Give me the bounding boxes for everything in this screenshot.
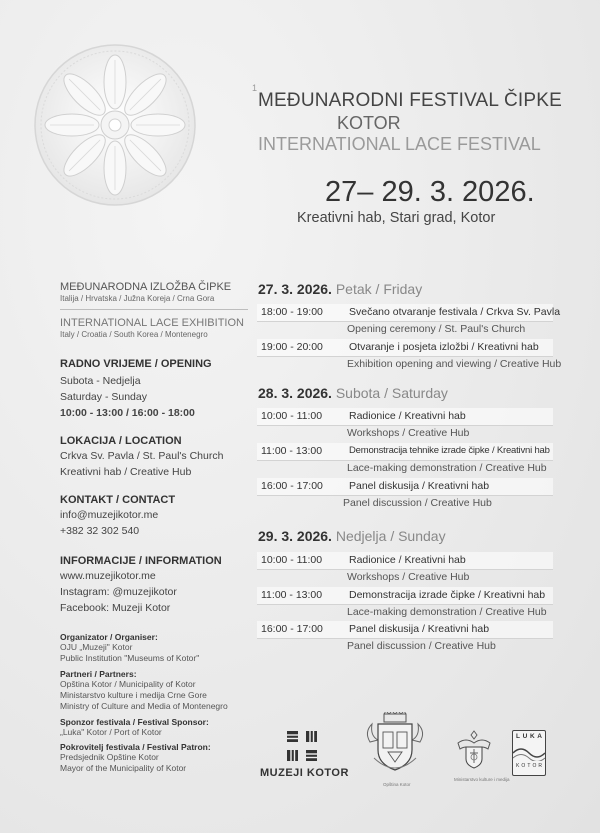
event-title-me: Panel diskusija / Kreativni hab — [349, 480, 490, 492]
muzeji-kotor-logo-icon — [283, 727, 321, 765]
event-title-en: Exhibition opening and viewing / Creative Hub — [347, 358, 562, 370]
schedule-item — [257, 587, 553, 621]
exhibition-countries-en: Italy / Croatia / South Korea / Montenegro — [60, 330, 208, 339]
sponsor-line: „Luka" Kotor / Port of Kotor — [60, 727, 162, 737]
contact-heading: KONTAKT / CONTACT — [60, 494, 176, 506]
festival-title-en: INTERNATIONAL LACE FESTIVAL — [258, 134, 541, 154]
info-instagram[interactable]: Instagram: @muzejikotor — [60, 586, 177, 598]
location-line: Kreativni hab / Creative Hub — [60, 466, 192, 478]
day-name: Nedjelja / Sunday — [335, 528, 446, 544]
info-facebook[interactable]: Facebook: Muzeji Kotor — [60, 602, 171, 614]
festival-dates: 27– 29. 3. 2026. — [325, 176, 535, 208]
luka-letter: A — [537, 733, 542, 740]
festival-venue: Kreativni hab, Stari grad, Kotor — [297, 210, 496, 226]
sponsor-section — [60, 717, 245, 738]
lace-rosette-icon — [32, 42, 198, 208]
event-time: 11:00 - 13:00 — [261, 589, 323, 601]
opening-line: Subota - Nedjelja — [60, 375, 141, 387]
luka-letter: R — [538, 763, 542, 769]
contact-section — [60, 494, 245, 539]
divider — [60, 309, 248, 310]
day-heading — [258, 385, 448, 401]
event-title-me: Panel diskusija / Kreativni hab — [349, 623, 490, 635]
event-title-me: Demonstracija tehnike izrade čipke / Kreativni hab — [349, 445, 550, 456]
opening-section — [60, 358, 245, 421]
opening-hours: 10:00 - 13:00 / 16:00 - 18:00 — [60, 407, 195, 419]
patron-section — [60, 742, 245, 774]
partners-line: Ministarstvo kulture i medija Crne Gore — [60, 690, 207, 700]
location-line: Crkva Sv. Pavla / St. Paul's Church — [60, 450, 224, 462]
location-heading: LOKACIJA / LOCATION — [60, 435, 182, 447]
event-title-en: Lace-making demonstration / Creative Hub — [347, 462, 547, 474]
schedule-item — [257, 621, 553, 655]
schedule-item — [257, 443, 553, 477]
municipality-logo-text: Opština Kotor — [383, 782, 411, 787]
organiser-heading: Organizator / Organiser: — [60, 632, 158, 642]
patron-line: Predsjednik Opštine Kotor — [60, 752, 159, 762]
partners-line: Opština Kotor / Municipality of Kotor — [60, 679, 196, 689]
luka-letter: O — [532, 763, 537, 769]
organiser-section — [60, 632, 245, 664]
event-title-me: Radionice / Kreativni hab — [349, 410, 466, 422]
event-title-me: Otvaranje i posjeta izložbi / Kreativni hab — [349, 341, 539, 353]
patron-line: Mayor of the Municipality of Kotor — [60, 763, 187, 773]
event-title-me: Svečano otvaranje festivala / Crkva Sv. Pavla — [349, 306, 561, 318]
event-title-en: Workshops / Creative Hub — [347, 427, 470, 439]
event-time: 10:00 - 11:00 — [261, 410, 323, 422]
opening-heading: RADNO VRIJEME / OPENING — [60, 358, 212, 370]
page-marker: 1 — [252, 83, 258, 93]
wave-icon — [513, 743, 545, 761]
event-title-me: Demonstracija izrade čipke / Kreativni hab — [349, 589, 546, 601]
partners-line: Ministry of Culture and Media of Montenegro — [60, 701, 228, 711]
day-date: 27. 3. 2026. — [258, 281, 332, 297]
day-name: Subota / Saturday — [335, 385, 448, 401]
opening-line: Saturday - Sunday — [60, 391, 147, 403]
day-heading — [258, 528, 446, 544]
event-title-en: Opening ceremony / St. Paul's Church — [347, 323, 526, 335]
luka-letter: U — [522, 733, 528, 740]
event-title-en: Panel discussion / Creative Hub — [343, 497, 492, 509]
event-title-en: Lace-making demonstration / Creative Hub — [347, 606, 547, 618]
luka-letter: L — [516, 733, 520, 740]
luka-letter: K — [516, 763, 520, 769]
exhibition-title-me: MEĐUNARODNA IZLOŽBA ČIPKE — [60, 281, 232, 293]
festival-city: KOTOR — [337, 113, 401, 133]
luka-letter: O — [521, 763, 526, 769]
schedule-item — [257, 304, 561, 338]
info-website[interactable]: www.muzejikotor.me — [60, 570, 156, 582]
event-title-me: Radionice / Kreativni hab — [349, 554, 466, 566]
event-time: 10:00 - 11:00 — [261, 554, 323, 566]
event-time: 16:00 - 17:00 — [261, 623, 323, 635]
luka-letter: K — [529, 733, 535, 740]
day-name: Petak / Friday — [335, 281, 423, 297]
event-title-en: Workshops / Creative Hub — [347, 571, 470, 583]
contact-phone[interactable]: +382 32 302 540 — [60, 525, 140, 537]
schedule-item — [257, 478, 553, 512]
info-section — [60, 555, 245, 616]
organiser-line: Public Institution "Museums of Kotor" — [60, 653, 200, 663]
ministry-logo-text: Ministarstvo kulture i medija — [454, 777, 510, 782]
organiser-line: OJU „Muzeji" Kotor — [60, 642, 133, 652]
muzeji-kotor-logo-text: MUZEJI KOTOR — [260, 767, 349, 779]
schedule-item — [257, 408, 553, 442]
partners-section — [60, 669, 245, 712]
luka-kotor-logo — [512, 730, 546, 776]
info-heading: INFORMACIJE / INFORMATION — [60, 555, 222, 567]
exhibition-countries-me: Italija / Hrvatska / Južna Koreja / Crna Gora — [60, 294, 215, 303]
event-time: 16:00 - 17:00 — [261, 480, 323, 492]
schedule-item — [257, 339, 562, 373]
luka-letter: T — [527, 763, 531, 769]
patron-heading: Pokrovitelj festivala / Festival Patron: — [60, 742, 211, 752]
location-section — [60, 435, 245, 480]
contact-email[interactable]: info@muzejikotor.me — [60, 509, 159, 521]
festival-title-me: MEĐUNARODNI FESTIVAL ČIPKE — [258, 90, 562, 111]
kotor-coat-of-arms-icon — [362, 712, 428, 778]
event-title-en: Panel discussion / Creative Hub — [347, 640, 496, 652]
day-date: 28. 3. 2026. — [258, 385, 332, 401]
day-date: 29. 3. 2026. — [258, 528, 332, 544]
event-time: 18:00 - 19:00 — [261, 306, 323, 318]
exhibition-title-en: INTERNATIONAL LACE EXHIBITION — [60, 317, 244, 329]
partners-heading: Partneri / Partners: — [60, 669, 137, 679]
event-time: 11:00 - 13:00 — [261, 445, 323, 457]
event-time: 19:00 - 20:00 — [261, 341, 323, 353]
day-heading — [258, 281, 422, 297]
sponsor-heading: Sponzor festivala / Festival Sponsor: — [60, 717, 209, 727]
ministry-crest-icon — [452, 727, 496, 771]
schedule-item — [257, 552, 553, 586]
